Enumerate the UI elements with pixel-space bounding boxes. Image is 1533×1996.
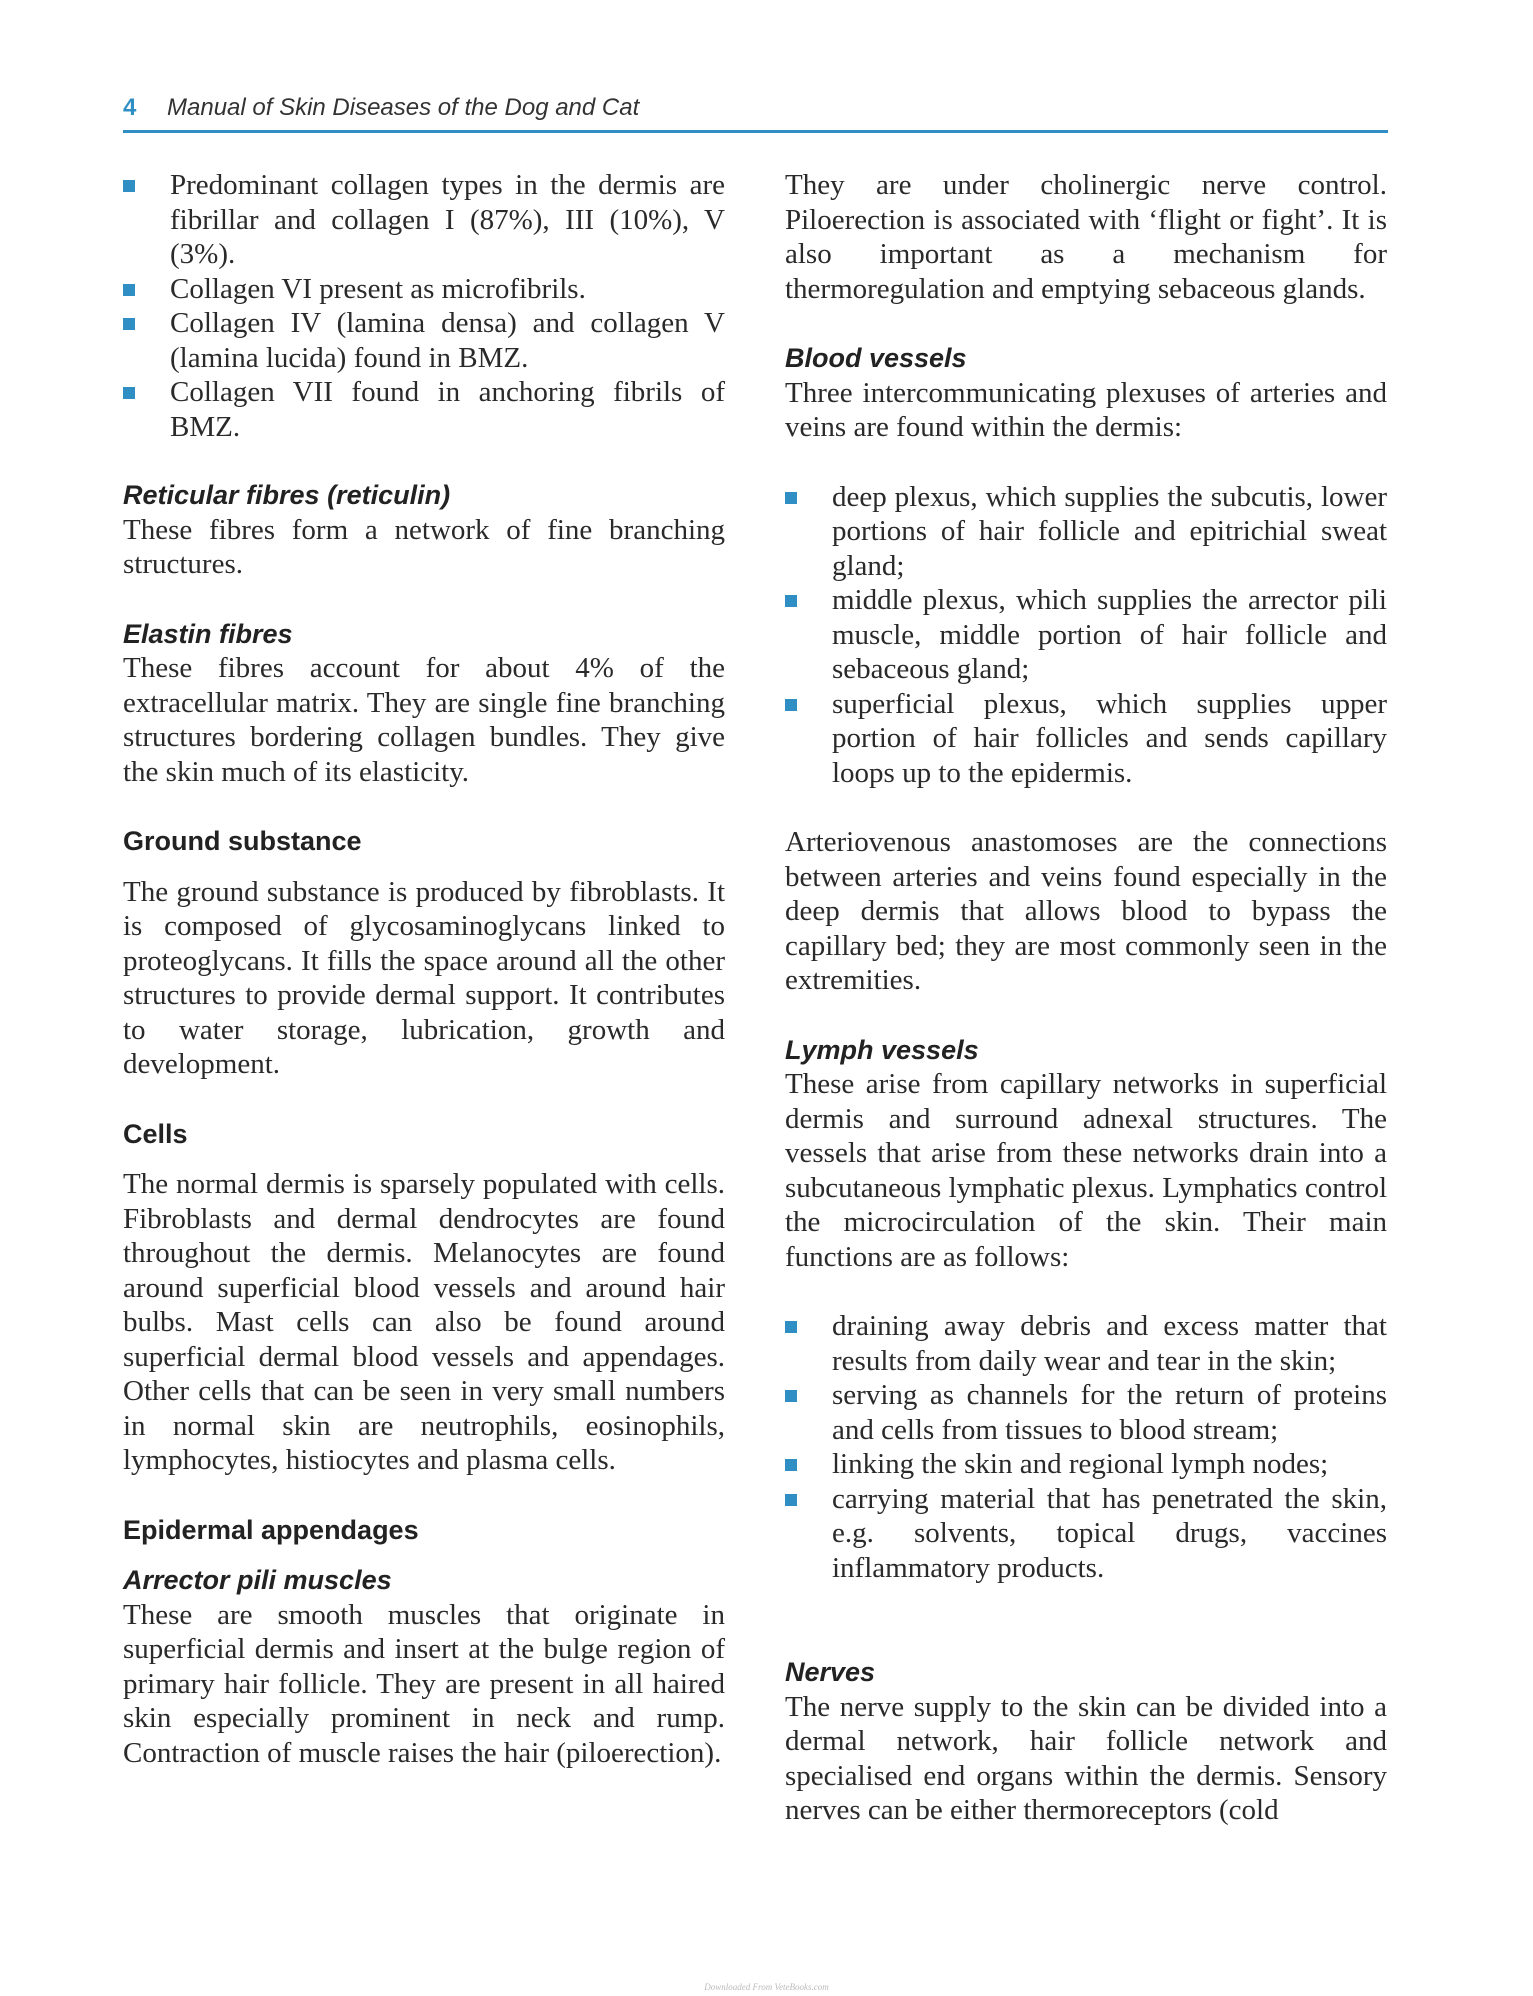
- nerves-paragraph: The nerve supply to the skin can be divided into a dermal network, hair follicle network and specialised end organs within the dermis. Sensory nerves can be either thermoreceptors (cold: [785, 1690, 1387, 1826]
- list-item: middle plexus, which supplies the arrector pili muscle, middle portion of hair follicle and sebaceous gland;: [785, 583, 1387, 687]
- square-bullet-icon: [123, 318, 135, 330]
- collagen-list: [123, 168, 725, 444]
- book-title: Manual of Skin Diseases of the Dog and Cat: [167, 94, 640, 121]
- list-item: serving as channels for the return of proteins and cells from tissues to blood stream;: [785, 1378, 1387, 1447]
- anastomoses-paragraph: Arteriovenous anastomoses are the connections between arteries and veins found especially in the deep dermis that allows blood to bypass the capillary bed; they are most commonly seen in the extremities.: [785, 826, 1387, 996]
- reticular-heading: Reticular fibres (reticulin): [123, 480, 451, 510]
- square-bullet-icon: [785, 595, 797, 607]
- list-item: Predominant collagen types in the dermis are fibrillar and collagen I (87%), III (10%), V (3%).: [123, 168, 725, 272]
- list-item: Collagen IV (lamina densa) and collagen V (lamina lucida) found in BMZ.: [123, 306, 725, 375]
- running-header: [123, 92, 1388, 133]
- square-bullet-icon: [785, 1494, 797, 1506]
- elastin-heading: Elastin fibres: [123, 618, 293, 649]
- lymph-vessels-heading: Lymph vessels: [785, 1034, 979, 1065]
- blood-vessels-paragraph: Three intercommunicating plexuses of arteries and veins are found within the dermis:: [785, 376, 1387, 443]
- list-item: linking the skin and regional lymph nodes;: [785, 1447, 1387, 1482]
- square-bullet-icon: [785, 699, 797, 711]
- epidermal-appendages-heading: Epidermal appendages: [123, 1514, 419, 1545]
- arrector-pili-paragraph: These are smooth muscles that originate in superficial dermis and insert at the bulge region of primary hair follicle. They are present in all haired skin especially prominent in neck and rump. Contraction of muscle raises the hair (piloerection).: [123, 1598, 725, 1769]
- lymph-functions-list: [785, 1309, 1387, 1585]
- lymph-vessels-paragraph: These arise from capillary networks in superficial dermis and surround adnexal structures. The vessels that arise from these networks drain into a subcutaneous lymphatic plexus. Lymphatics control the microcirculation of the skin. Their main functions are as follows:: [785, 1068, 1387, 1273]
- elastin-paragraph: These fibres account for about 4% of the extracellular matrix. They are single fine branching structures bordering collagen bundles. They give the skin much of its elasticity.: [123, 652, 725, 788]
- list-item: Collagen VI present as microfibrils.: [123, 272, 725, 307]
- blood-vessels-heading: Blood vessels: [785, 343, 967, 373]
- reticular-paragraph: These fibres form a network of fine branching structures.: [123, 513, 725, 580]
- left-column: [123, 168, 725, 1770]
- square-bullet-icon: [123, 180, 135, 192]
- watermark: Downloaded From VeteBooks.com: [704, 1982, 829, 1992]
- square-bullet-icon: [123, 284, 135, 296]
- arrector-pili-heading: Arrector pili muscles: [123, 1565, 392, 1595]
- square-bullet-icon: [123, 387, 135, 399]
- page-number: 4: [123, 94, 137, 121]
- nerves-heading: Nerves: [785, 1657, 876, 1687]
- square-bullet-icon: [785, 1459, 797, 1471]
- ground-substance-heading: Ground substance: [123, 826, 362, 856]
- list-item: Collagen VII found in anchoring fibrils of BMZ.: [123, 375, 725, 444]
- square-bullet-icon: [785, 1390, 797, 1402]
- list-item: superficial plexus, which supplies upper portion of hair follicles and sends capillary loops up to the epidermis.: [785, 687, 1387, 791]
- square-bullet-icon: [785, 1321, 797, 1333]
- cells-paragraph: The normal dermis is sparsely populated with cells. Fibroblasts and dermal dendrocytes are found throughout the dermis. Melanocytes are found around superficial blood vessels and around hair bulbs. Mast cells can also be found around superficial dermal blood vessels and appendages. Other cells that can be seen in very small numbers in normal skin are neutrophils, eosinophils, lymphocytes, histiocytes and plasma cells.: [123, 1168, 725, 1476]
- arrector-pili-continuation: They are under cholinergic nerve control. Piloerection is associated with ‘flight or fight’. It is also important as a mechanism for thermoregulation and emptying sebaceous glands.: [785, 169, 1387, 305]
- right-column: [785, 168, 1387, 1828]
- square-bullet-icon: [785, 492, 797, 504]
- list-item: deep plexus, which supplies the subcutis, lower portions of hair follicle and epitrichial sweat gland;: [785, 480, 1387, 584]
- list-item: carrying material that has penetrated the skin, e.g. solvents, topical drugs, vaccines inflammatory products.: [785, 1482, 1387, 1586]
- cells-heading: Cells: [123, 1118, 188, 1149]
- list-item: draining away debris and excess matter that results from daily wear and tear in the skin;: [785, 1309, 1387, 1378]
- ground-substance-paragraph: The ground substance is produced by fibroblasts. It is composed of glycosaminoglycans linked to proteoglycans. It fills the space around all the other structures to provide dermal support. It contributes to water storage, lubrication, growth and development.: [123, 875, 725, 1080]
- plexus-list: [785, 480, 1387, 791]
